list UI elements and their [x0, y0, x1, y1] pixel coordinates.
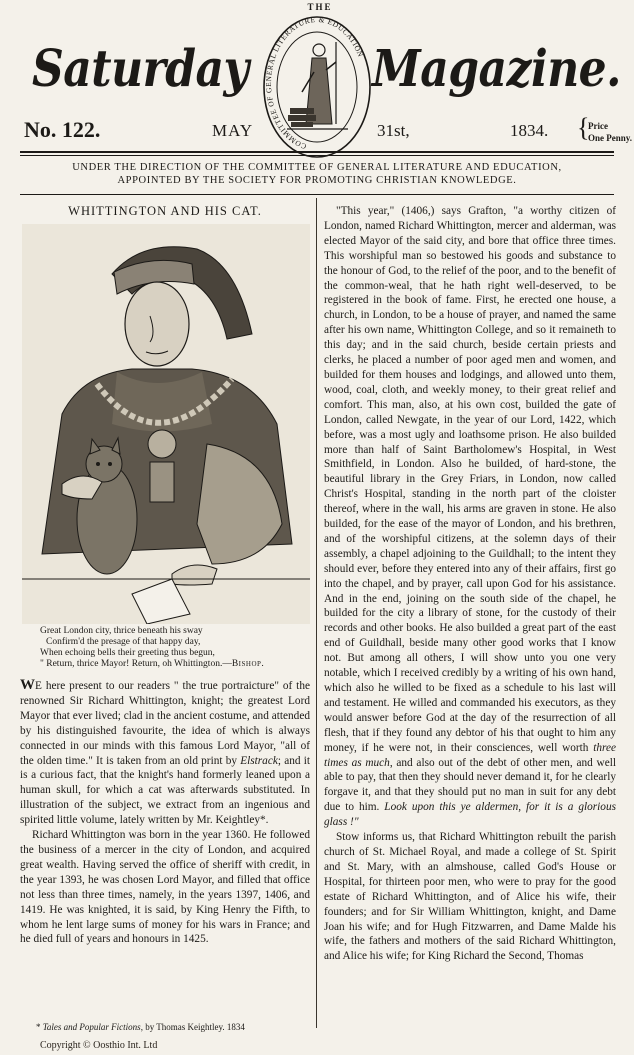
footnote-rest: , by Thomas Keightley. 1834	[140, 1022, 245, 1032]
price-line-1: Price	[588, 121, 608, 131]
drop-cap: W	[20, 678, 35, 693]
left-paragraph-1a: E here present to our readers " the true portraicture" of the renowned Sir Richard Whittington, knight; the greatest Lord Mayor that ever lived; clad in the ancient costume, and attended by his distinguished favourite, the idea of which is always connected in our minds with this famous Lord Mayor, "all of the olden time." It is taken from an old print by	[20, 680, 310, 767]
right-paragraph-2: Stow informs us, that Richard Whittington rebuilt the parish church of St. Michael Royal, and made a college of St. Spirit and St. Mary, with an almshouse, called God's House or Hospital, for thirteen poor men, who were to pray for the good estate of Richard Whittington, and of Alice his wife, their founders; and for Sir William Whittington, knight, and Dame Joan his wife; and for Hugh Fitzwarren, and Dame Malde his wife, the fathers and mothers of the said Richard Whittington, and Alice his wife; for King Richard the Second, Thomas	[324, 831, 616, 963]
society-seal-icon	[262, 12, 372, 162]
masthead-rule-thick	[20, 151, 614, 153]
poem-line-4: " Return, thrice Mayor! Return, oh Whittington.—	[40, 659, 232, 669]
right-paragraph-1b: , and also out of the debt of other men, and well able to pay, that then they should never demand it, for he clearly forgave it, and that they should put no man in suit for any debt due to him.	[324, 756, 616, 814]
footnote-title: Tales and Popular Fictions	[42, 1022, 141, 1032]
subhead-line-2: APPOINTED BY THE SOCIETY FOR PROMOTING CHRISTIAN KNOWLEDGE.	[117, 175, 517, 186]
footnote-mark: *	[36, 1022, 43, 1032]
article-title: WHITTINGTON AND HIS CAT.	[68, 204, 262, 218]
issue-year: 1834.	[510, 121, 549, 140]
right-paragraph-1-emphasis-2: Look upon this ye aldermen, for it is a glorious glass !"	[324, 801, 616, 829]
subhead-rule	[20, 194, 614, 195]
right-paragraph-1-emphasis-1: three times as much	[324, 741, 616, 769]
price-line-2: One Penny.	[588, 133, 633, 143]
issue-month: MAY	[212, 121, 254, 140]
masthead-the: THE	[307, 2, 333, 12]
seal-lettering: COMMITTEE OF GENERAL LITERATURE & EDUCATION	[264, 14, 366, 152]
subhead-line-1: UNDER THE DIRECTION OF THE COMMITTEE OF GENERAL LITERATURE AND EDUCATION,	[72, 162, 562, 173]
right-paragraph-1a: "This year," (1406,) says Grafton, "a worthy citizen of London, named Richard Whittington, mercer and alderman, was elected Mayor of the said city, and bore that office three times. This worshipful man so bestowed his goods and substance to the honour of God, to the relief of the poor, and to the benefit of the common-weal, that he hath right well-deserved, to be registered in the book of fame. First, he erected one house, a church, in London, to be a house of prayer, and named the same after his own name, Whittington College, and so it remaineth to this day; and in the said church, beside certain priests and clerks, he placed a number of poor aged men and women, and builded for them houses and lodgings, and allowed unto them, wood, coal, cloth, and weekly money, to their great relief and comfort. This man, also, at his own cost, builded the gate of London, called Newgate, in the year of our Lord, 1422, which before, was a most ugly and loathsome prison. He also builded more than half of Saint Bartholomew's Hospital, in West Smithfield, in London. Also he builded, of hard-stone, the beautiful library in the Grey Friars, in London, now called Christ's Hospital, standing in the north part of the cloister thereof, where in the wall, his arms are graven in stone. He also builded, for the ease of the mayor of London, and his brethren, and of the worshipful citizens, at the solemn days of their assembly, a chapel adjoining to the Guildhall; to the intent they should ever, before they entered into any of their affairs, first go into the chapel, and by prayer, call upon God for his assistance. And in the end, joining on the south side of the chapel, he builded for the city a library of stone, for the custody of their records and other books. He also builded a great part of the east end of Guildhall, beside many other good works that I know not. But among all others, I will show unto you one very notable, which I received credibly by a writing of his own hand, which also he willed to be fixed as a schedule to his last will and testament. He willed and commanded his executors, as they would answer before God at the day of the resurrection of all flesh, that if they found any debtor of his that ought to him any money, if he were not, in their consciences, well worth	[324, 205, 616, 754]
poem-line-3: When echoing bells their greeting thus begun,	[40, 648, 215, 658]
column-divider	[316, 198, 317, 1028]
copyright-watermark: Copyright © Oosthio Int. Ltd	[40, 1040, 158, 1051]
direction-subhead	[20, 161, 614, 187]
left-paragraph-1b: ; and it is a curious fact, that the knight's hand formerly leaned upon a human skull, for which a cat was afterwards substituted. In illustration of the subject, we extract from an ingenious and spirited little volume, lately written by Mr. Keightley*.	[20, 754, 310, 827]
poem-line-1: Great London city, thrice beneath his sway	[40, 626, 203, 636]
left-paragraph-2: Richard Whittington was born in the year 1360. He followed the business of a mercer in the city of London, and acquired great wealth. Having served the office of sheriff with credit, in the year 1393, he was chosen Lord Mayor, and filled that office not less than three times, namely, in the years 1397, 1406, and 1419. He was knighted, it is said, by King Henry the Fifth, to whom he lent large sums of money for his wars in France; and he died full of years and honours in 1425.	[20, 829, 310, 946]
poem-line-2: Confirm'd the presage of that happy day,	[46, 637, 201, 647]
masthead-rule-thin	[20, 155, 614, 156]
brace-icon: {	[577, 113, 590, 142]
right-column-text	[324, 204, 616, 1028]
issue-day: 31st,	[377, 121, 410, 140]
issue-number: No. 122.	[24, 117, 101, 142]
whittington-portrait-engraving	[22, 224, 310, 624]
left-column-text	[20, 678, 310, 1020]
left-paragraph-1-emphasis: Elstrack	[240, 754, 278, 767]
footnote	[36, 1022, 316, 1032]
masthead-title-left: Saturday	[32, 40, 249, 99]
portrait-caption-poem	[40, 626, 315, 670]
price-label	[588, 120, 632, 144]
poem-attribution: Bishop.	[231, 659, 265, 669]
masthead-title-right: Magazine.	[372, 40, 621, 99]
